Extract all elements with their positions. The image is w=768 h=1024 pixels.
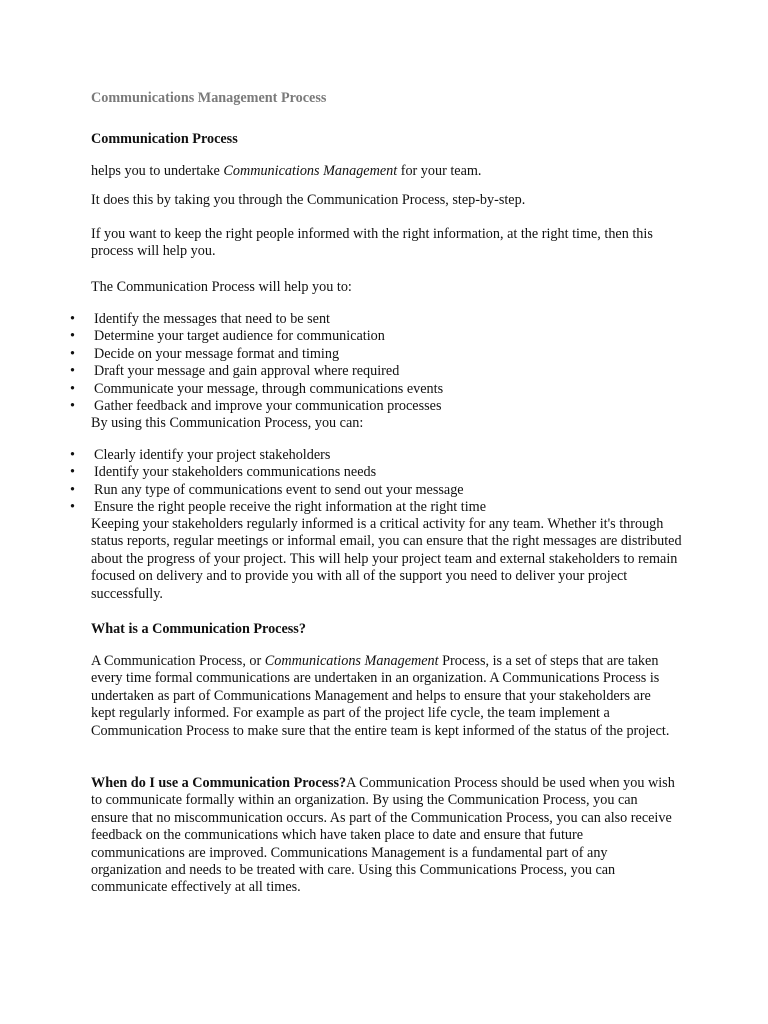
paragraph-steps: It does this by taking you through the Communication Process, step-by-step. <box>91 192 526 208</box>
bullet-icon: • <box>70 447 75 463</box>
list-item <box>0 363 700 380</box>
list-item <box>0 381 700 398</box>
bullet-icon: • <box>70 499 75 516</box>
list-item-text: Draft your message and gain approval where required <box>94 363 400 380</box>
list-item-text: Identify the messages that need to be sent <box>94 311 330 327</box>
paragraph-when-to-use-text: A Communication Process should be used when you wish to communicate formally within an organization. By using the Communication Process, you can ensure that no miscommunication occurs. As part of the Communication Process, you can also receive feedback on the communications which have taken place to date and ensure that future communications are improved. Communications Management is a fundamental part of any organization and needs to be treated with care. Using this Communications Process, you can communicate effectively at all times. <box>91 775 675 896</box>
bullet-icon: • <box>70 328 75 345</box>
document-title: Communications Management Process <box>91 90 327 106</box>
paragraph-stakeholders: Keeping your stakeholders regularly informed is a critical activity for any team. Whether it's through status reports, regular meetings or informal email, you can ensure that the right messages are distributed about the progress of your project. This will help your project team and external stakeholders to remain focused on delivery and to provide you with all of the support you need to deliver your project successfully. <box>91 516 682 602</box>
benefits-list <box>0 447 700 517</box>
bullet-icon: • <box>70 380 75 397</box>
intro-text-pre: helps you to undertake <box>91 163 224 179</box>
section-heading: Communication Process <box>91 131 238 147</box>
bullet-icon: • <box>70 481 75 498</box>
bullet-icon: • <box>70 464 75 481</box>
list-item-text: Run any type of communications event to send out your message <box>94 481 464 498</box>
list-item <box>0 464 700 481</box>
bullet-icon: • <box>70 363 75 380</box>
paragraph-when-to-use <box>91 775 676 897</box>
paragraph-keep-informed: If you want to keep the right people informed with the right information, at the right time, then this process will help you. <box>91 226 653 260</box>
list-item <box>0 447 700 464</box>
help-list <box>0 311 700 415</box>
list-item <box>0 482 700 499</box>
heading-what-is: What is a Communication Process? <box>91 621 306 637</box>
paragraph-what-is-post: Process, is a set of steps that are taken every time formal communications are undertaken in an organization. A Communications Process is undertaken as part of Communications Management and helps to ensure that your stakeholders are kept regularly informed. For example as part of the project life cycle, the team implement a Communication Process to make sure that the entire team is kept informed of the status of the project. <box>91 653 670 739</box>
intro-text-emphasis: Communications Management <box>223 163 398 179</box>
list-item-text: Communicate your message, through communications events <box>94 380 444 397</box>
list-item-text: Decide on your message format and timing <box>94 345 340 362</box>
list-item-text: Determine your target audience for communication <box>94 328 385 345</box>
intro-text-post: for your team. <box>397 163 482 179</box>
paragraph-by-using: By using this Communication Process, you can: <box>91 415 364 431</box>
list-item-text: Identify your stakeholders communications needs <box>94 464 377 481</box>
paragraph-what-is-pre: A Communication Process, or <box>91 653 265 669</box>
list-item <box>0 398 700 415</box>
heading-when-to-use: When do I use a Communication Process? <box>91 775 347 791</box>
list-item-text: Gather feedback and improve your communication processes <box>94 397 442 414</box>
bullet-icon: • <box>70 345 75 362</box>
intro-paragraph <box>91 163 691 180</box>
bullet-icon: • <box>70 397 75 414</box>
paragraph-what-is-emphasis: Communications Management <box>264 653 439 669</box>
list-item-text: Ensure the right people receive the right information at the right time <box>94 499 486 516</box>
list-item-text: Clearly identify your project stakeholders <box>94 447 331 463</box>
list-item <box>0 499 700 516</box>
list-item <box>0 311 700 328</box>
list-item <box>0 328 700 345</box>
paragraph-will-help: The Communication Process will help you to: <box>91 279 352 295</box>
list-item <box>0 346 700 363</box>
bullet-icon: • <box>70 311 75 327</box>
paragraph-what-is <box>91 653 676 740</box>
